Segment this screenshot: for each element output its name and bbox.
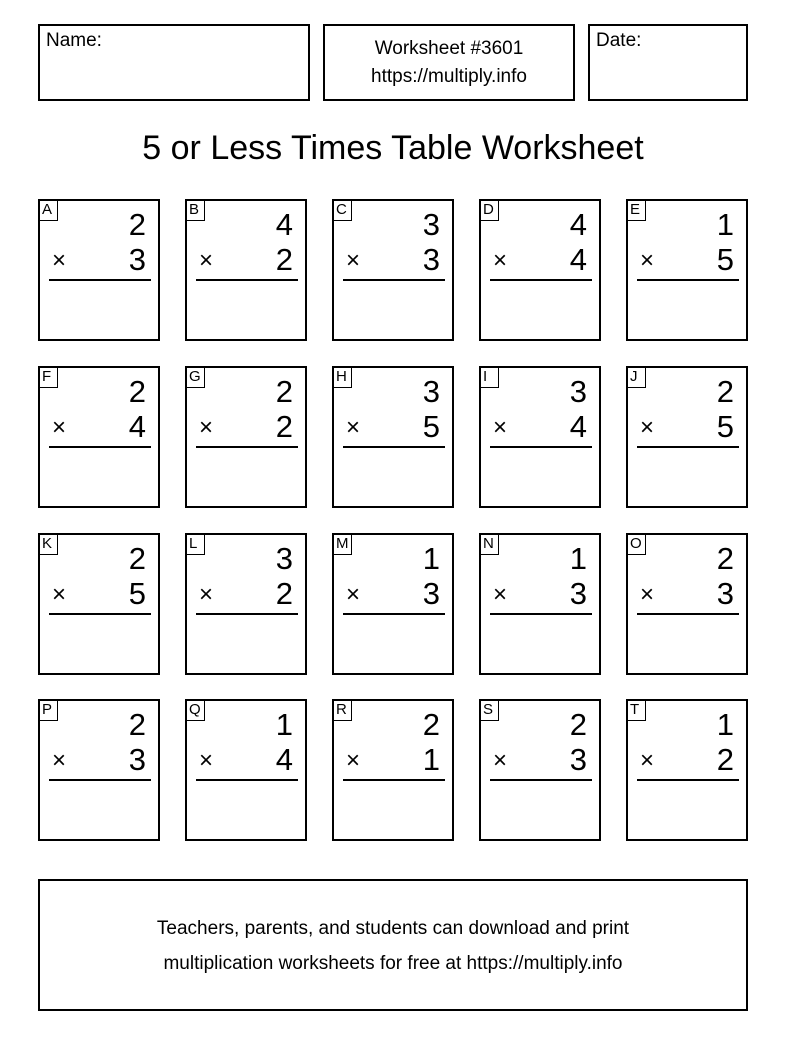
problem-card[interactable] <box>332 199 454 341</box>
problem-card[interactable] <box>38 699 160 841</box>
problem-card[interactable] <box>38 366 160 508</box>
problem-card[interactable] <box>332 699 454 841</box>
multiplier: 3 <box>716 576 734 611</box>
answer-line <box>49 779 151 781</box>
multiplier: 3 <box>569 576 587 611</box>
worksheet-number: Worksheet #3601 <box>374 38 524 59</box>
multiplicand: 3 <box>275 541 293 576</box>
problem-card[interactable] <box>38 533 160 675</box>
problem-letter: G <box>185 366 205 388</box>
times-sign: × <box>52 414 67 441</box>
multiplicand: 3 <box>422 374 440 409</box>
problem-card[interactable] <box>185 699 307 841</box>
times-sign: × <box>199 247 214 274</box>
name-label: Name: <box>46 30 102 51</box>
problem-letter: B <box>185 199 205 221</box>
times-sign: × <box>346 747 361 774</box>
problem-card[interactable] <box>479 199 601 341</box>
times-sign: × <box>52 581 67 608</box>
multiplicand: 1 <box>716 207 734 242</box>
multiplicand: 4 <box>569 207 587 242</box>
multiplicand: 1 <box>275 707 293 742</box>
multiplier: 5 <box>716 409 734 444</box>
name-field[interactable] <box>38 24 310 101</box>
problem-card[interactable] <box>185 533 307 675</box>
multiplicand: 1 <box>569 541 587 576</box>
multiplier: 2 <box>716 742 734 777</box>
times-sign: × <box>199 414 214 441</box>
problem-letter: L <box>185 533 205 555</box>
multiplier: 3 <box>422 242 440 277</box>
answer-line <box>196 779 298 781</box>
multiplier: 4 <box>275 742 293 777</box>
times-sign: × <box>199 581 214 608</box>
problem-card[interactable] <box>626 366 748 508</box>
multiplicand: 1 <box>422 541 440 576</box>
problem-card[interactable] <box>479 533 601 675</box>
problem-card[interactable] <box>626 533 748 675</box>
times-sign: × <box>493 247 508 274</box>
multiplicand: 2 <box>716 541 734 576</box>
answer-line <box>196 279 298 281</box>
multiplier: 4 <box>569 242 587 277</box>
problem-card[interactable] <box>185 199 307 341</box>
problem-card[interactable] <box>332 533 454 675</box>
worksheet-url: https://multiply.info <box>371 66 527 87</box>
multiplicand: 2 <box>128 541 146 576</box>
answer-line <box>196 613 298 615</box>
times-sign: × <box>640 247 655 274</box>
multiplicand: 2 <box>422 707 440 742</box>
answer-line <box>637 446 739 448</box>
page-title: 5 or Less Times Table Worksheet <box>142 129 644 167</box>
problem-card[interactable] <box>626 699 748 841</box>
answer-line <box>637 613 739 615</box>
times-sign: × <box>346 414 361 441</box>
answer-line <box>490 613 592 615</box>
problem-letter: K <box>38 533 58 555</box>
multiplier: 4 <box>128 409 146 444</box>
answer-line <box>343 279 445 281</box>
multiplier: 2 <box>275 242 293 277</box>
multiplicand: 2 <box>275 374 293 409</box>
problem-letter: T <box>626 699 646 721</box>
answer-line <box>343 446 445 448</box>
multiplier: 2 <box>275 409 293 444</box>
problem-letter: J <box>626 366 646 388</box>
problem-card[interactable] <box>626 199 748 341</box>
times-sign: × <box>493 747 508 774</box>
multiplicand: 3 <box>422 207 440 242</box>
times-sign: × <box>52 247 67 274</box>
multiplier: 5 <box>422 409 440 444</box>
problem-card[interactable] <box>38 199 160 341</box>
multiplier: 4 <box>569 409 587 444</box>
problem-letter: D <box>479 199 499 221</box>
times-sign: × <box>493 581 508 608</box>
problem-letter: S <box>479 699 499 721</box>
problem-letter: N <box>479 533 499 555</box>
multiplier: 2 <box>275 576 293 611</box>
problem-letter: I <box>479 366 499 388</box>
problem-letter: M <box>332 533 352 555</box>
problem-letter: E <box>626 199 646 221</box>
answer-line <box>343 779 445 781</box>
problem-card[interactable] <box>479 699 601 841</box>
multiplier: 1 <box>422 742 440 777</box>
times-sign: × <box>640 747 655 774</box>
answer-line <box>196 446 298 448</box>
times-sign: × <box>640 414 655 441</box>
problem-letter: C <box>332 199 352 221</box>
footer-line-2: multiplication worksheets for free at https://multiply.info <box>163 953 623 974</box>
multiplier: 3 <box>128 742 146 777</box>
problem-letter: H <box>332 366 352 388</box>
problem-letter: A <box>38 199 58 221</box>
problem-letter: O <box>626 533 646 555</box>
worksheet-info-box <box>323 24 575 101</box>
problem-letter: F <box>38 366 58 388</box>
answer-line <box>490 279 592 281</box>
date-label: Date: <box>596 30 642 51</box>
problem-card[interactable] <box>185 366 307 508</box>
problem-letter: R <box>332 699 352 721</box>
multiplicand: 2 <box>128 707 146 742</box>
answer-line <box>490 779 592 781</box>
times-sign: × <box>346 247 361 274</box>
multiplicand: 2 <box>716 374 734 409</box>
multiplicand: 2 <box>128 207 146 242</box>
problem-card[interactable] <box>332 366 454 508</box>
multiplicand: 4 <box>275 207 293 242</box>
answer-line <box>49 613 151 615</box>
problem-card[interactable] <box>479 366 601 508</box>
multiplier: 5 <box>128 576 146 611</box>
multiplier: 3 <box>422 576 440 611</box>
multiplicand: 2 <box>569 707 587 742</box>
multiplier: 5 <box>716 242 734 277</box>
times-sign: × <box>640 581 655 608</box>
answer-line <box>637 779 739 781</box>
answer-line <box>637 279 739 281</box>
footer-box <box>38 879 748 1011</box>
answer-line <box>343 613 445 615</box>
multiplicand: 3 <box>569 374 587 409</box>
multiplier: 3 <box>128 242 146 277</box>
times-sign: × <box>346 581 361 608</box>
multiplicand: 1 <box>716 707 734 742</box>
problem-letter: Q <box>185 699 205 721</box>
answer-line <box>49 446 151 448</box>
answer-line <box>490 446 592 448</box>
multiplier: 3 <box>569 742 587 777</box>
date-field[interactable] <box>588 24 748 101</box>
answer-line <box>49 279 151 281</box>
problem-letter: P <box>38 699 58 721</box>
times-sign: × <box>199 747 214 774</box>
multiplicand: 2 <box>128 374 146 409</box>
times-sign: × <box>493 414 508 441</box>
times-sign: × <box>52 747 67 774</box>
footer-line-1: Teachers, parents, and students can download and print <box>156 918 630 939</box>
